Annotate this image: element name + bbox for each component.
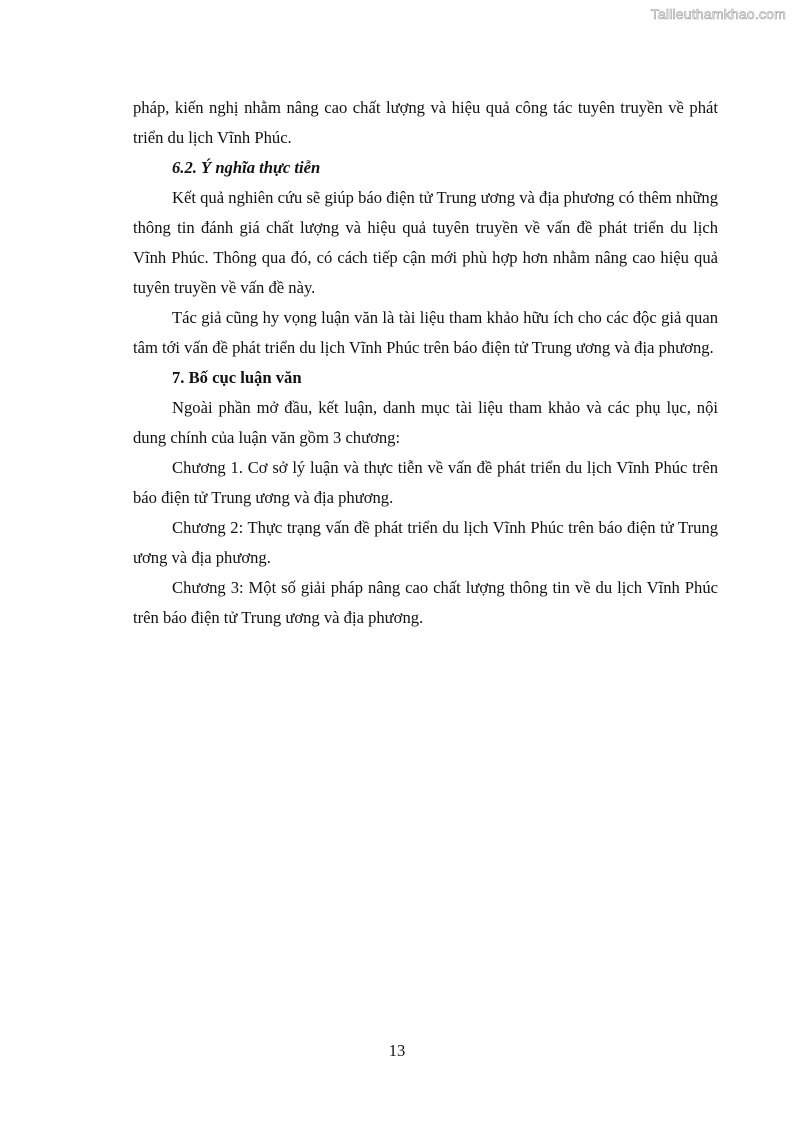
- paragraph-chapter-1: Chương 1. Cơ sở lý luận và thực tiễn về vấn đề phát triển du lịch Vĩnh Phúc trên báo điện tử Trung ương và địa phương.: [133, 458, 718, 507]
- watermark-text: Tailieuthamkhao.com: [650, 6, 786, 22]
- paragraph-author-hope: Tác giả cũng hy vọng luận văn là tài liệu tham khảo hữu ích cho các độc giả quan tâm tới vấn đề phát triển du lịch Vĩnh Phúc trên báo điện tử Trung ương và địa phương.: [133, 308, 718, 357]
- paragraph-practical-significance: Kết quả nghiên cứu sẽ giúp báo điện tử Trung ương và địa phương có thêm những thông tin đánh giá chất lượng và hiệu quả tuyên truyền về vấn đề phát triển du lịch Vĩnh Phúc. Thông qua đó, có cách tiếp cận mới phù hợp hơn nhằm nâng cao hiệu quả tuyên truyền về vấn đề này.: [133, 188, 718, 297]
- section-heading-6-2: 6.2. Ý nghĩa thực tiễn: [172, 158, 321, 177]
- page-number: 13: [388, 1041, 406, 1060]
- paragraph-chapter-2: Chương 2: Thực trạng vấn đề phát triển du lịch Vĩnh Phúc trên báo điện tử Trung ương và địa phương.: [133, 518, 718, 567]
- paragraph-chapter-3: Chương 3: Một số giải pháp nâng cao chất lượng thông tin về du lịch Vĩnh Phúc trên báo điện tử Trung ương và địa phương.: [133, 578, 718, 627]
- document-body: [133, 93, 718, 633]
- paragraph-structure-intro: Ngoài phần mở đầu, kết luận, danh mục tài liệu tham khảo và các phụ lục, nội dung chính của luận văn gồm 3 chương:: [133, 398, 718, 447]
- paragraph-continuation: pháp, kiến nghị nhằm nâng cao chất lượng và hiệu quả công tác tuyên truyền về phát triển du lịch Vĩnh Phúc.: [133, 98, 718, 147]
- section-heading-7: 7. Bố cục luận văn: [172, 368, 302, 387]
